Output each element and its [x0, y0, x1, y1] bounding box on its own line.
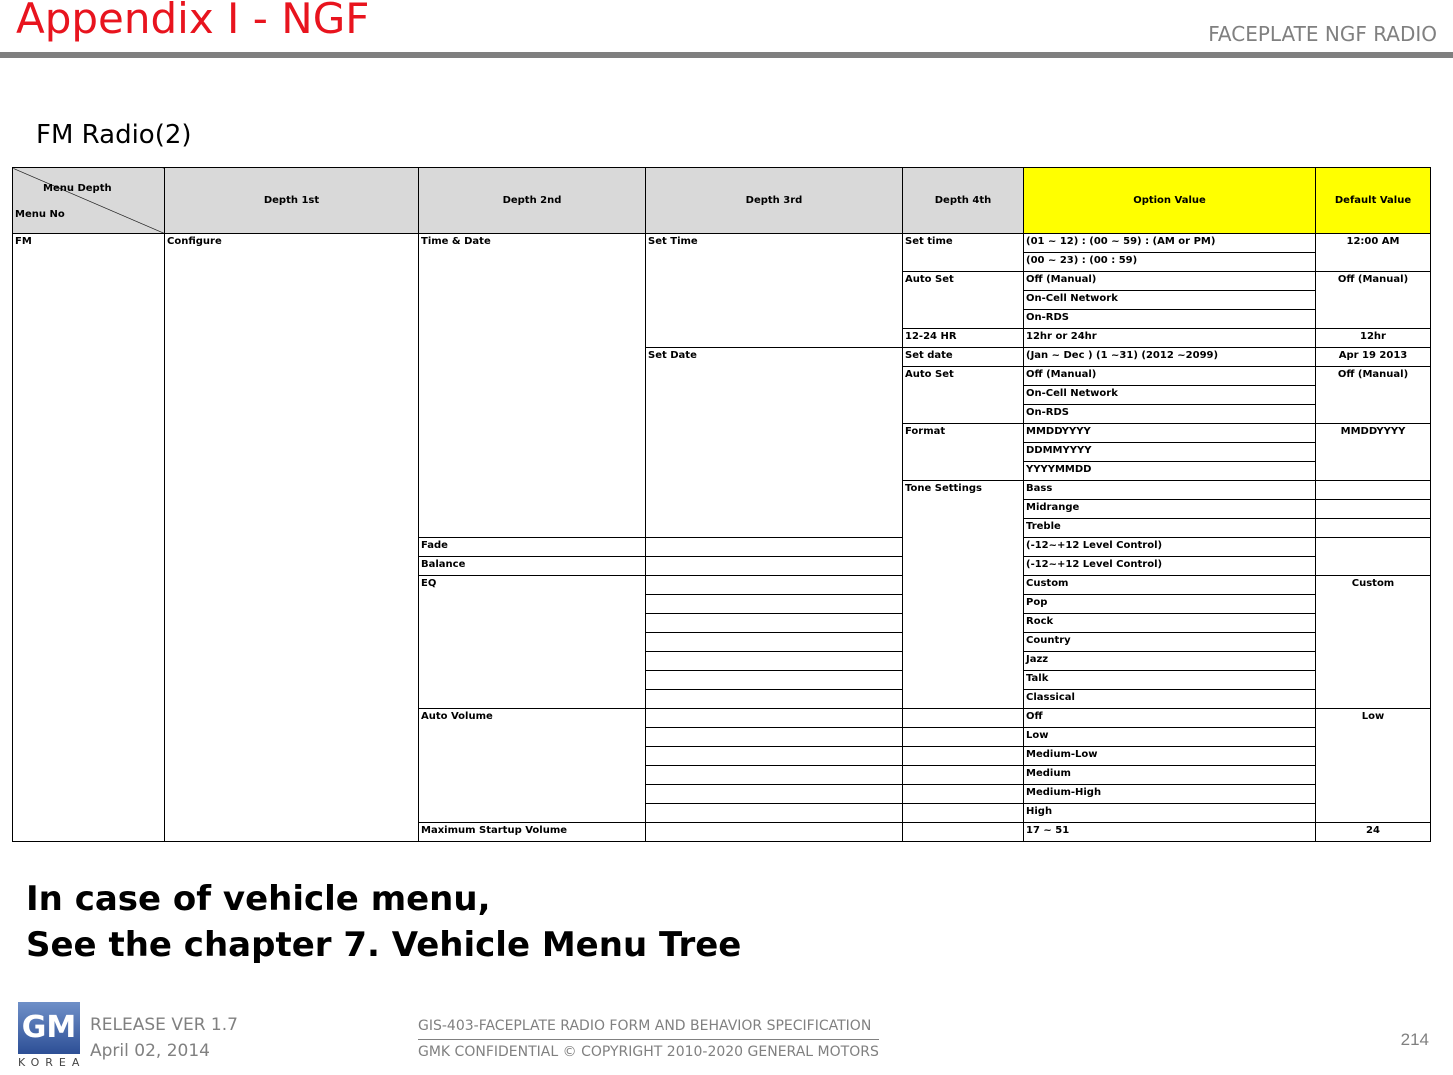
default-cell: 24	[1316, 823, 1431, 842]
depth4-auto-set: Auto Set	[903, 367, 1024, 424]
depth4-empty	[646, 614, 903, 633]
footer-document-info	[418, 1014, 879, 1064]
option-cell: Pop	[1024, 595, 1316, 614]
default-cell: MMDDYYYY	[1316, 424, 1431, 481]
option-cell: Off (Manual)	[1024, 272, 1316, 291]
default-cell: Off (Manual)	[1316, 367, 1431, 424]
depth3-set-date: Set Date	[646, 348, 903, 538]
depth4-empty	[903, 728, 1024, 747]
depth4-empty	[903, 766, 1024, 785]
table-header-row	[13, 168, 1431, 234]
header-depth-3rd: Depth 3rd	[646, 168, 903, 234]
option-cell: Classical	[1024, 690, 1316, 709]
section-title: FM Radio(2)	[36, 120, 192, 150]
option-cell: (Jan ~ Dec ) (1 ~31) (2012 ~2099)	[1024, 348, 1316, 367]
option-cell: (-12~+12 Level Control)	[1024, 557, 1316, 576]
depth4-empty	[1316, 481, 1431, 500]
corner-header	[13, 168, 165, 234]
default-cell: 12:00 AM	[1316, 234, 1431, 272]
depth3-fade: Fade	[419, 538, 646, 557]
depth4-empty	[903, 785, 1024, 804]
depth3-empty	[646, 747, 903, 766]
depth2-tone-settings: Tone Settings	[903, 481, 1024, 709]
default-cell: Low	[1316, 709, 1431, 823]
depth4-empty	[903, 747, 1024, 766]
default-cell: Apr 19 2013	[1316, 348, 1431, 367]
depth2-auto-volume: Auto Volume	[419, 709, 646, 823]
depth3-balance: Balance	[419, 557, 646, 576]
option-cell: 12hr or 24hr	[1024, 329, 1316, 348]
depth4-empty	[903, 804, 1024, 823]
depth3-set-time: Set Time	[646, 234, 903, 348]
header-option-value: Option Value	[1024, 168, 1316, 234]
depth4-empty	[646, 633, 903, 652]
option-cell: On-RDS	[1024, 310, 1316, 329]
header-depth-1st: Depth 1st	[165, 168, 419, 234]
depth4-empty	[646, 538, 903, 557]
depth4-12-24-hr: 12-24 HR	[903, 329, 1024, 348]
corner-menu-depth: Menu Depth	[43, 183, 112, 194]
gm-korea-logo	[18, 1002, 86, 1072]
option-cell: Medium-Low	[1024, 747, 1316, 766]
depth4-empty	[1316, 519, 1431, 538]
corner-menu-no: Menu No	[15, 209, 65, 220]
release-version: RELEASE VER 1.7	[90, 1015, 238, 1035]
menu-no-cell: FM	[13, 234, 165, 842]
footer-doc-title: GIS-403-FACEPLATE RADIO FORM AND BEHAVIOR SPECIFICATION	[418, 1014, 879, 1040]
option-cell: MMDDYYYY	[1024, 424, 1316, 443]
menu-tree-table	[12, 167, 1431, 842]
default-cell: Custom	[1316, 576, 1431, 709]
depth2-time-date: Time & Date	[419, 234, 646, 538]
depth4-format: Format	[903, 424, 1024, 481]
option-cell: Medium	[1024, 766, 1316, 785]
table-row	[13, 234, 1431, 253]
document-category: FACEPLATE NGF RADIO	[1208, 22, 1437, 46]
option-cell: Talk	[1024, 671, 1316, 690]
option-cell: (-12~+12 Level Control)	[1024, 538, 1316, 557]
option-cell: (01 ~ 12) : (00 ~ 59) : (AM or PM)	[1024, 234, 1316, 253]
depth4-empty	[646, 652, 903, 671]
depth4-empty	[646, 557, 903, 576]
option-cell: On-Cell Network	[1024, 291, 1316, 310]
note-line-2: See the chapter 7. Vehicle Menu Tree	[26, 925, 742, 965]
depth4-auto-set: Auto Set	[903, 272, 1024, 329]
depth4-empty	[646, 595, 903, 614]
option-cell: DDMMYYYY	[1024, 443, 1316, 462]
depth3-empty	[646, 728, 903, 747]
option-cell: High	[1024, 804, 1316, 823]
depth2-max-startup-volume: Maximum Startup Volume	[419, 823, 646, 842]
depth3-empty	[646, 709, 903, 728]
depth4-empty	[903, 823, 1024, 842]
option-cell: (00 ~ 23) : (00 : 59)	[1024, 253, 1316, 272]
option-cell: 17 ~ 51	[1024, 823, 1316, 842]
depth4-empty	[646, 690, 903, 709]
depth4-empty	[903, 709, 1024, 728]
option-cell: Rock	[1024, 614, 1316, 633]
option-cell: Jazz	[1024, 652, 1316, 671]
page-title: Appendix I - NGF	[16, 0, 370, 43]
header-default-value: Default Value	[1316, 168, 1431, 234]
default-cell: 12hr	[1316, 329, 1431, 348]
option-cell: Low	[1024, 728, 1316, 747]
option-cell: Off (Manual)	[1024, 367, 1316, 386]
page-number: 214	[1400, 1030, 1429, 1049]
option-cell: Custom	[1024, 576, 1316, 595]
note-line-1: In case of vehicle menu,	[26, 879, 491, 919]
option-cell: Off	[1024, 709, 1316, 728]
depth1-cell: Configure	[165, 234, 419, 842]
release-info	[90, 1012, 238, 1064]
depth3-empty	[646, 785, 903, 804]
depth3-eq: EQ	[419, 576, 646, 709]
depth4-set-time: Set time	[903, 234, 1024, 272]
depth4-set-date: Set date	[903, 348, 1024, 367]
header-depth-2nd: Depth 2nd	[419, 168, 646, 234]
depth4-empty	[1316, 500, 1431, 519]
vehicle-menu-note	[26, 876, 741, 968]
depth3-empty	[646, 823, 903, 842]
depth4-empty	[646, 671, 903, 690]
header-divider	[0, 52, 1453, 58]
depth3-bass: Bass	[1024, 481, 1316, 500]
footer-confidential: GMK CONFIDENTIAL © COPYRIGHT 2010-2020 GENERAL MOTORS	[418, 1044, 879, 1060]
depth3-treble: Treble	[1024, 519, 1316, 538]
option-cell: YYYYMMDD	[1024, 462, 1316, 481]
option-cell: Country	[1024, 633, 1316, 652]
depth4-empty	[646, 576, 903, 595]
header-depth-4th: Depth 4th	[903, 168, 1024, 234]
gm-logo-mark: GM	[18, 1002, 80, 1054]
option-cell: Medium-High	[1024, 785, 1316, 804]
depth3-empty	[646, 804, 903, 823]
default-cell: Off (Manual)	[1316, 272, 1431, 329]
depth3-midrange: Midrange	[1024, 500, 1316, 519]
release-date: April 02, 2014	[90, 1041, 210, 1061]
logo-subtext: KOREA	[18, 1056, 86, 1069]
depth3-empty	[646, 766, 903, 785]
option-cell: On-RDS	[1024, 405, 1316, 424]
option-cell: On-Cell Network	[1024, 386, 1316, 405]
